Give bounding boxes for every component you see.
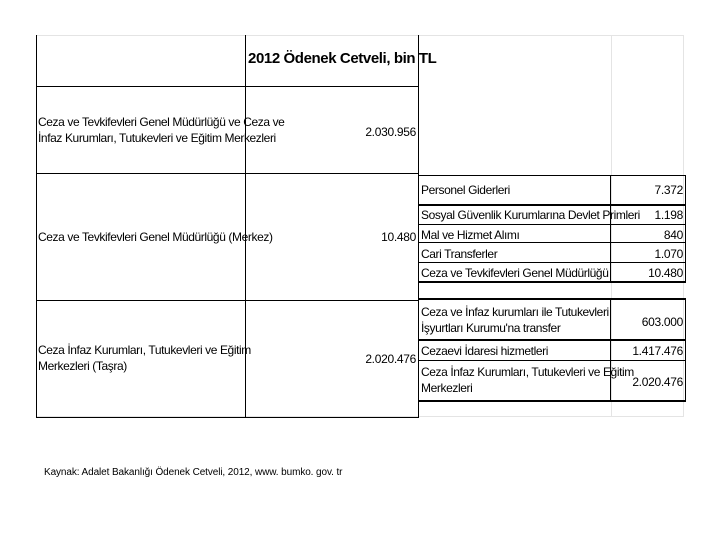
- breakdown-value-genel-mudurluk-toplam: 10.480: [648, 266, 683, 280]
- breakdown-value-kurumlar-toplam: 2.020.476: [632, 375, 683, 389]
- breakdown-label-mal-hizmet: Mal ve Hizmet Alımı: [421, 228, 520, 242]
- breakdown-label-cezaevi-idaresi: Cezaevi İdaresi hizmetleri: [421, 344, 548, 358]
- breakdown-label-sosyal-guvenlik: Sosyal Güvenlik Kurumlarına Devlet Primleri: [421, 208, 640, 222]
- row-label-genel-mudurluk-ve-kurumlar: [38, 114, 284, 146]
- breakdown-label-line: Ceza İnfaz Kurumları, Tutukevleri ve Eğitim: [421, 365, 634, 379]
- breakdown-label-cari-transferler: Cari Transferler: [421, 247, 498, 261]
- breakdown-label-line: Ceza ve İnfaz kurumları ile Tutukevleri: [421, 305, 609, 319]
- breakdown-label-isyurtlari-transfer: [421, 304, 609, 336]
- breakdown-label-genel-mudurluk-toplam: Ceza ve Tevkifevleri Genel Müdürlüğü: [421, 266, 609, 280]
- row-label-line: Merkezleri (Taşra): [38, 359, 127, 373]
- row-label-merkez: Ceza ve Tevkifevleri Genel Müdürlüğü (Merkez): [38, 230, 273, 244]
- breakdown-value-personel-giderleri: 7.372: [654, 183, 683, 197]
- breakdown-value-mal-hizmet: 840: [663, 228, 683, 242]
- breakdown-label-kurumlar-toplam: [421, 364, 634, 396]
- breakdown-value-cari-transferler: 1.070: [654, 247, 683, 261]
- row-label-tasra: [38, 342, 251, 374]
- row-value-merkez: 10.480: [381, 230, 416, 244]
- breakdown-label-personel-giderleri: Personel Giderleri: [421, 183, 510, 197]
- breakdown-label-line: İşyurtları Kurumu'na transfer: [421, 321, 561, 335]
- row-label-line: Ceza İnfaz Kurumları, Tutukevleri ve Eğitim: [38, 343, 251, 357]
- table-title: 2012 Ödenek Cetveli, bin TL: [248, 50, 437, 67]
- row-value-genel-mudurluk-ve-kurumlar: 2.030.956: [365, 125, 416, 139]
- breakdown-label-line: Merkezleri: [421, 381, 473, 395]
- row-value-tasra: 2.020.476: [365, 352, 416, 366]
- row-label-line: Ceza ve Tevkifevleri Genel Müdürlüğü ve Ceza ve: [38, 115, 285, 129]
- breakdown-value-cezaevi-idaresi: 1.417.476: [632, 344, 683, 358]
- row-label-line: İnfaz Kurumları, Tutukevleri ve Eğitim Merkezleri: [38, 131, 276, 145]
- breakdown-value-sosyal-guvenlik: 1.198: [654, 208, 683, 222]
- breakdown-value-isyurtlari-transfer: 603.000: [641, 315, 683, 329]
- source-note: Kaynak: Adalet Bakanlığı Ödenek Cetveli, 2012, www. bumko. gov. tr: [44, 467, 343, 478]
